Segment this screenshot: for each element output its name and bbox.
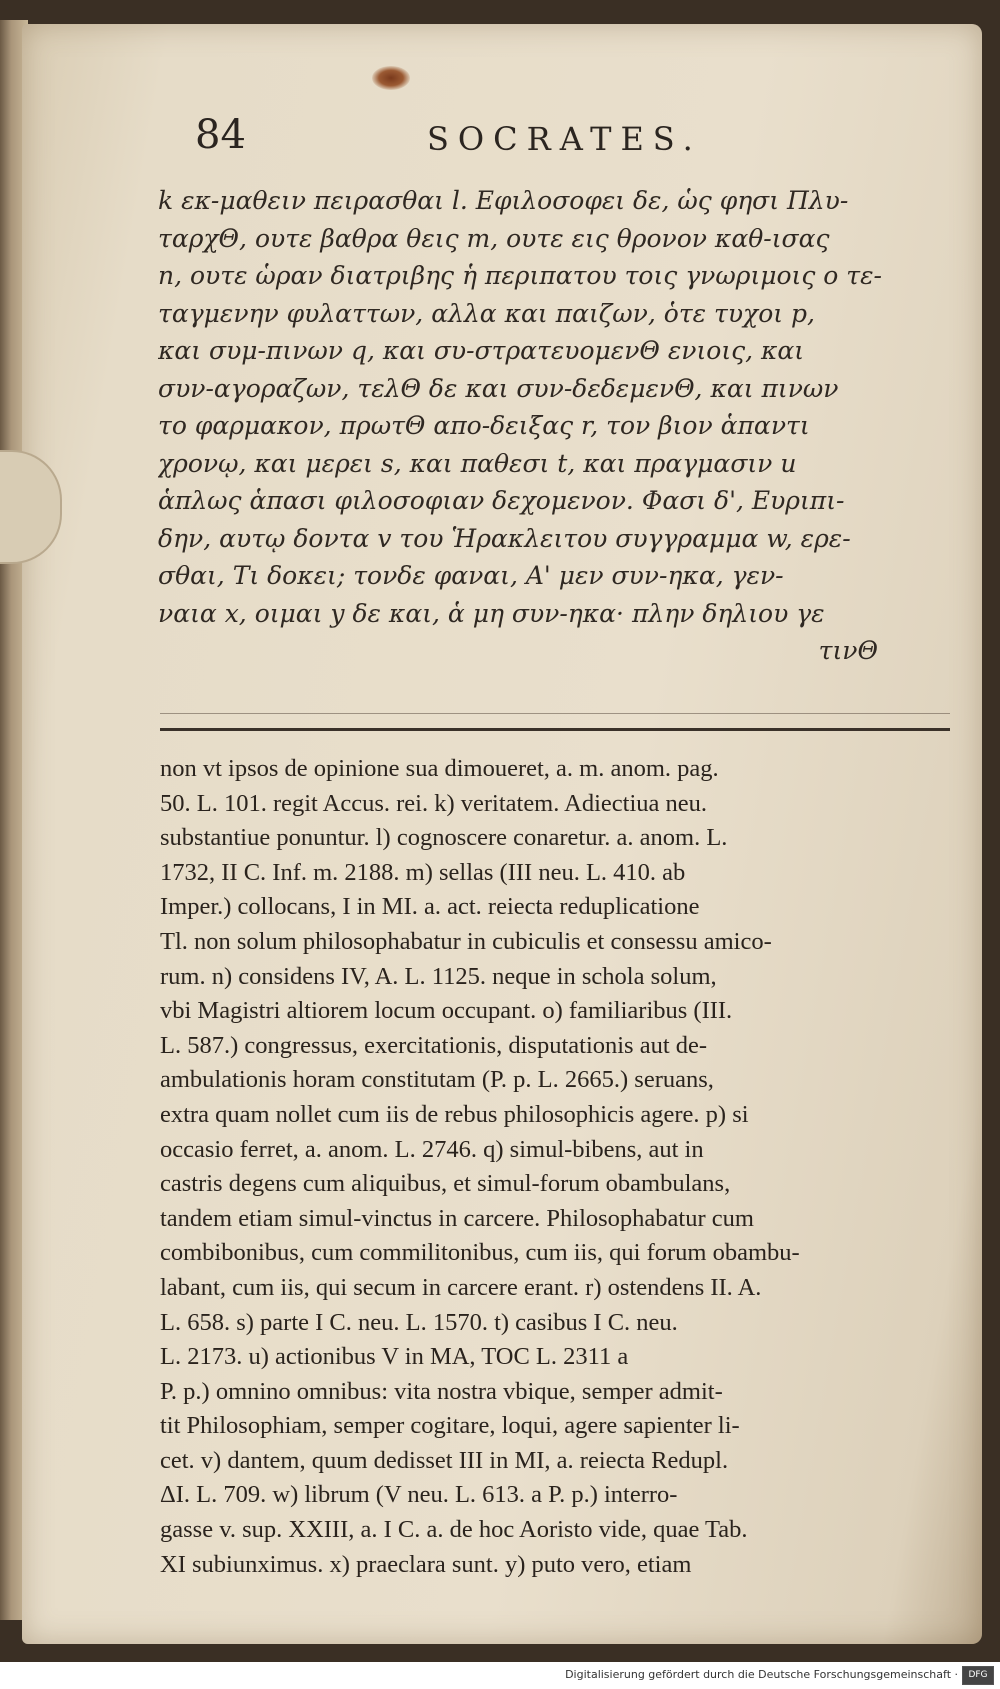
latin-line: Tl. non solum philosophabatur in cubiculis et consessu amico- [160, 927, 772, 955]
digitization-footer [0, 1662, 1000, 1689]
latin-line: occasio ferret, a. anom. L. 2746. q) simul-bibens, aut in [160, 1135, 704, 1163]
page-number: 84 [195, 112, 246, 158]
greek-line: ἁπλως ἁπασι φιλοσοφιαν δεχομενον. Φασι δ', Ευριπι- [158, 486, 845, 515]
greek-line: n, ουτε ὡραν διατριβης ἡ περιπατου τοις γνωριμοις ο τε- [158, 261, 882, 290]
greek-line: συν-αγοραζων, τελΘ δε και συν-δεδεμενΘ, και πινων [158, 373, 839, 403]
latin-line: combibonibus, cum commilitonibus, cum iis, qui forum obambu- [160, 1239, 800, 1267]
greek-line: ταγμενην φυλαττων, αλλα και παιζων, ὁτε τυχοι p, [158, 298, 815, 328]
latin-line: cet. v) dantem, quum dedisset III in MI, a. reiecta Redupl. [160, 1446, 729, 1474]
greek-line: τινΘ [818, 636, 878, 665]
latin-line: labant, cum iis, qui secum in carcere erant. r) ostendens II. A. [160, 1273, 762, 1301]
latin-line: substantiue ponuntur. l) cognoscere conaretur. a. anom. L. [160, 824, 728, 852]
latin-line: castris degens cum aliquibus, et simul-forum obambulans, [160, 1170, 731, 1198]
latin-line: ΔI. L. 709. w) librum (V neu. L. 613. a P. p.) interro- [160, 1481, 678, 1509]
latin-line: tit Philosophiam, semper cogitare, loqui, agere sapienter li- [160, 1412, 740, 1440]
greek-line: ναια x, οιμαι y δε και, ἁ μη συν-ηκα· πλην δηλιου γε [158, 598, 825, 628]
latin-line: 50. L. 101. regit Accus. rei. k) veritatem. Adiectiua neu. [160, 789, 708, 817]
latin-line: non vt ipsos de opinione sua dimoueret, a. m. anom. pag. [160, 755, 719, 782]
latin-line: Imper.) collocans, I in MI. a. act. reiecta reduplicatione [160, 893, 700, 921]
greek-line: και συμ-πινων q, και συ-στρατευομενΘ ενιοις, και [158, 336, 805, 365]
greek-text-block [158, 182, 958, 670]
dfg-logo: DFG [962, 1666, 994, 1685]
latin-line: L. 2173. u) actionibus V in MA, TOC L. 2311 a [160, 1343, 629, 1371]
latin-line: rum. n) considens IV, A. L. 1125. neque in schola solum, [160, 962, 717, 990]
greek-line: δην, αυτῳ δοντα v του Ἡρακλειτου συγγραμμα w, ερε- [158, 523, 851, 553]
latin-line: tandem etiam simul-vinctus in carcere. Philosophabatur cum [160, 1204, 754, 1232]
latin-line: L. 587.) congressus, exercitationis, disputationis aut de- [160, 1031, 708, 1059]
latin-line: gasse v. sup. XXIII, a. I C. a. de hoc Aoristo vide, quae Tab. [160, 1516, 748, 1544]
running-head: SOCRATES. [427, 120, 702, 158]
greek-line: το φαρμακον, πρωτΘ απο-δειξας r, τον βιον ἁπαντι [158, 411, 810, 440]
latin-commentary-block [160, 752, 960, 1582]
divider-thin [160, 713, 950, 714]
latin-line: XI subiunximus. x) praeclara sunt. y) puto vero, etiam [160, 1550, 692, 1578]
funding-credit: Digitalisierung gefördert durch die Deutsche Forschungsgemeinschaft · [565, 1668, 958, 1681]
latin-line: 1732, II C. Inf. m. 2188. m) sellas (III neu. L. 410. ab [160, 858, 686, 886]
latin-line: P. p.) omnino omnibus: vita nostra vbique, semper admit- [160, 1377, 723, 1405]
ink-stain [372, 66, 410, 90]
greek-line: k εκ-μαθειν πειρασθαι l. Εφιλοσοφει δε, ὡς φησι Πλυ- [158, 186, 849, 215]
latin-line: ambulationis horam constitutam (P. p. L. 2665.) seruans, [160, 1066, 714, 1094]
greek-line: χρονῳ, και μερει s, και παθεσι t, και πραγμασιν u [158, 448, 797, 478]
greek-line: σθαι, Τι δοκει; τονδε φαναι, Α' μεν συν-ηκα, γεν- [158, 561, 784, 590]
divider-rule [160, 728, 950, 731]
latin-line: L. 658. s) parte I C. neu. L. 1570. t) casibus I C. neu. [160, 1308, 678, 1336]
latin-line: extra quam nollet cum iis de rebus philosophicis agere. p) si [160, 1100, 749, 1128]
page-header [195, 112, 955, 172]
greek-line: ταρχΘ, ουτε βαθρα θεις m, ουτε εις θρονον καθ-ισας [158, 223, 830, 253]
latin-line: vbi Magistri altiorem locum occupant. o) familiaribus (III. [160, 997, 733, 1025]
